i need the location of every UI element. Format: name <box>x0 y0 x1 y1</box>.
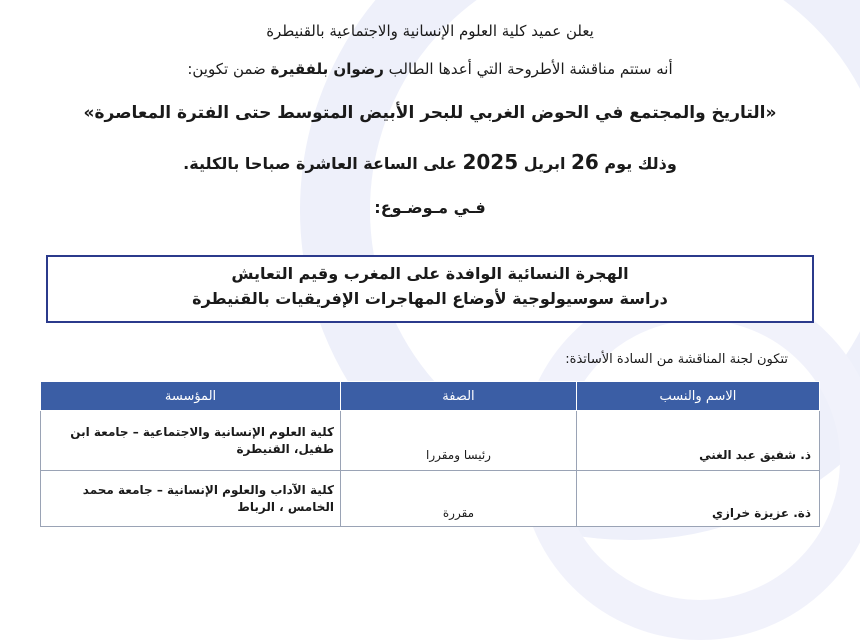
announcement-line-dean: يعلن عميد كلية العلوم الإنسانية والاجتماعية بالقنيطرة <box>266 22 594 40</box>
member-role: رئيسا ومقررا <box>341 411 577 471</box>
date-time-place: على الساعة العاشرة صباحا بالكلية. <box>183 154 463 173</box>
member-institution: كلية العلوم الإنسانية والاجتماعية – جامعة ابن طفيل، القنيطرة <box>41 411 341 471</box>
student-name: رضوان بلفقيرة <box>270 60 384 78</box>
member-role: مقررة <box>341 471 577 527</box>
date-day: 26 <box>571 150 599 174</box>
date-intro-text: وذلك يوم <box>598 154 677 173</box>
header-role: الصفة <box>341 382 577 411</box>
announcement-line-student <box>0 60 860 78</box>
thesis-topic-box <box>46 255 814 323</box>
date-year: 2025 <box>462 150 519 174</box>
committee-label: تتكون لجنة المناقشة من السادة الأساتذة: <box>565 352 788 367</box>
thesis-subtitle: دراسة سوسيولوجية لأوضاع المهاجرات الإفريقيات بالقنيطرة <box>192 289 668 308</box>
defense-date-line <box>0 150 860 174</box>
thesis-title: الهجرة النسائية الوافدة على المغرب وقيم التعايش <box>231 264 629 283</box>
header-institution: المؤسسة <box>41 382 341 411</box>
subject-label: فـي مـوضـوع: <box>374 198 486 217</box>
member-institution: كلية الآداب والعلوم الإنسانية – جامعة محمد الخامس ، الرباط <box>41 471 341 527</box>
committee-table <box>40 381 820 527</box>
table-row <box>41 471 820 527</box>
committee-header-row <box>41 382 820 411</box>
header-name: الاسم والنسب <box>576 382 819 411</box>
program-intro-text: ضمن تكوين: <box>187 60 271 78</box>
member-name: ذ. شفيق عبد الغني <box>576 411 819 471</box>
student-intro-text: أنه ستتم مناقشة الأطروحة التي أعدها الطالب <box>383 60 673 78</box>
member-name: ذة. عزيزة خرازي <box>576 471 819 527</box>
table-row <box>41 411 820 471</box>
date-month: ابريل <box>518 154 572 173</box>
program-title: «التاريخ والمجتمع في الحوض الغربي للبحر الأبيض المتوسط حتى الفترة المعاصرة» <box>83 103 777 123</box>
